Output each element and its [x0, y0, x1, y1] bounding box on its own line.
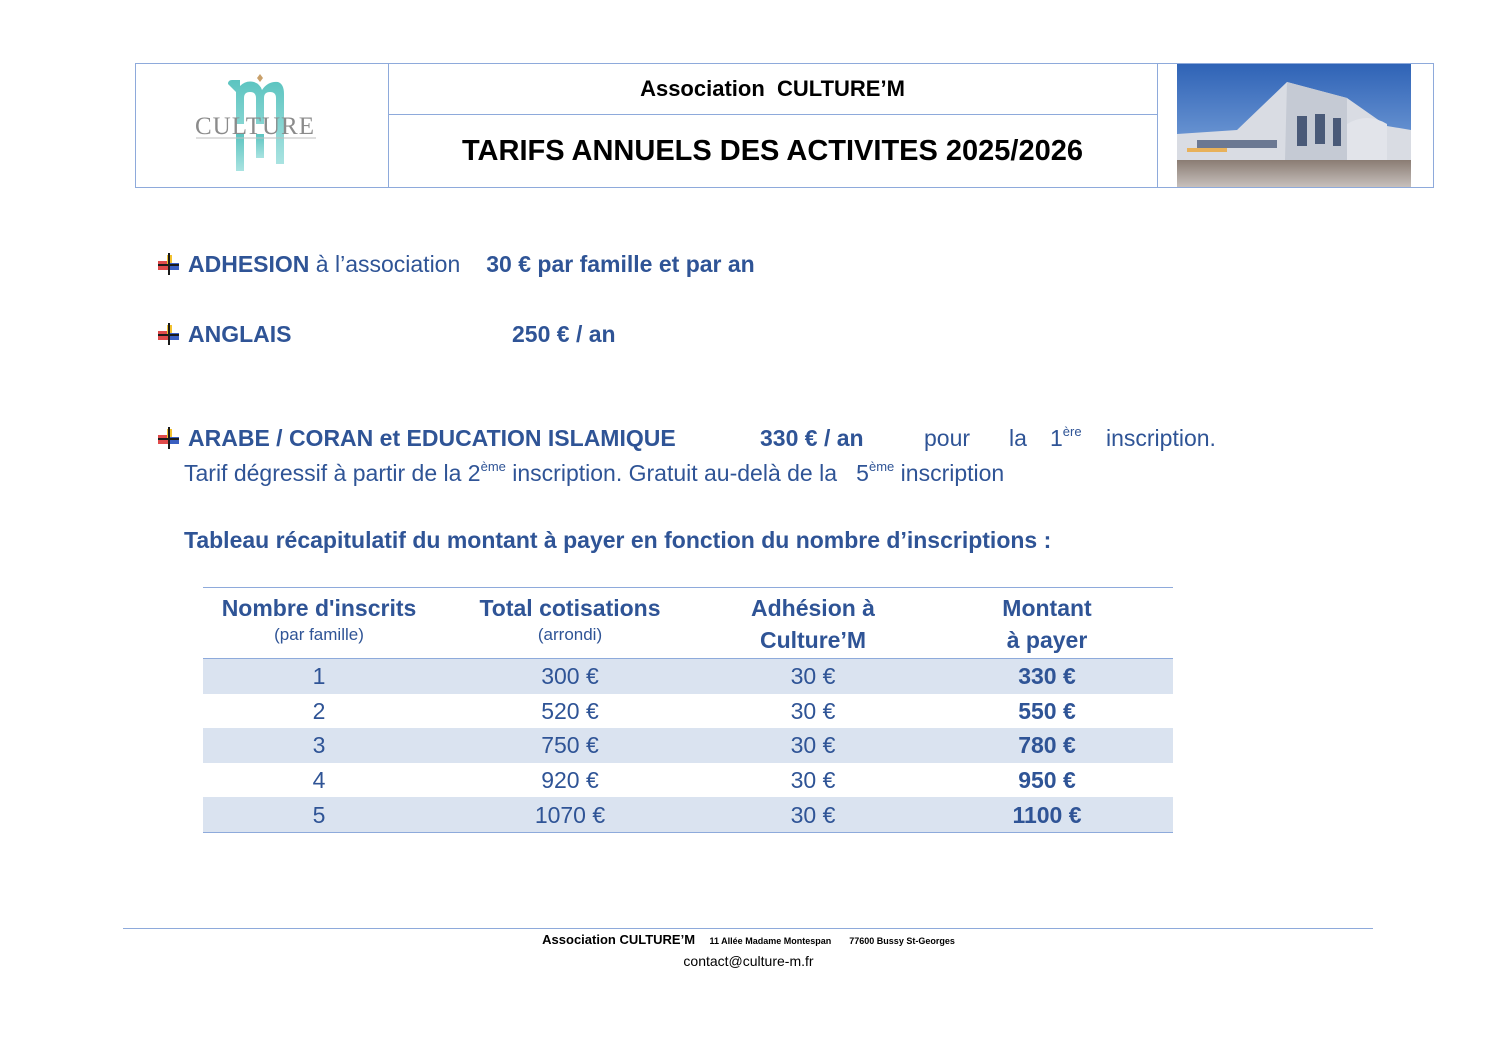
col-header-montant: Montant à payer	[1002, 595, 1092, 653]
cell-montant: 950 €	[1018, 767, 1076, 794]
footer-city: 77600 Bussy St-Georges	[849, 936, 955, 946]
price-table	[203, 587, 1173, 833]
cell-adhesion: 30 €	[705, 797, 921, 832]
arabe-la: la	[1009, 425, 1027, 451]
cell-inscrits: 4	[312, 767, 326, 794]
cell-total: 750 €	[435, 728, 705, 763]
cell-adhesion: 30 €	[790, 767, 836, 794]
cell-total: 520 €	[541, 697, 599, 724]
item-anglais	[158, 321, 292, 348]
cell-inscrits: 3	[203, 728, 435, 763]
bullet-icon	[158, 427, 180, 449]
table-header-row	[203, 588, 1173, 659]
table-row	[203, 728, 1173, 763]
cell-montant: 780 €	[921, 728, 1173, 763]
cell-inscrits: 5	[203, 797, 435, 832]
arabe-price: 330 € / an	[760, 425, 864, 451]
cell-adhesion: 30 €	[790, 697, 836, 724]
table-row	[203, 763, 1173, 798]
table-title: Tableau récapitulatif du montant à payer en fonction du nombre d’inscriptions :	[184, 527, 1052, 553]
cell-total: 1070 €	[435, 797, 705, 832]
bullet-icon	[158, 253, 180, 275]
footer-divider	[123, 928, 1373, 929]
cell-total: 920 €	[541, 767, 599, 794]
cell-montant: 1100 €	[921, 797, 1173, 832]
cell-montant: 330 €	[921, 659, 1173, 694]
table-row	[203, 694, 1173, 729]
col-header-adhesion: Adhésion à Culture’M	[751, 595, 875, 653]
document-header	[135, 63, 1434, 188]
footer-address	[0, 932, 1497, 947]
cell-total: 300 €	[435, 659, 705, 694]
adhesion-price: 30 € par famille et par an	[486, 251, 755, 277]
cell-montant: 550 €	[1018, 697, 1076, 724]
logo-cell	[136, 64, 389, 187]
arabe-first-rest: inscription.	[1106, 425, 1216, 451]
table-row	[203, 797, 1173, 832]
adhesion-name: ADHESION	[188, 251, 310, 277]
arabe-name: ARABE / CORAN et EDUCATION ISLAMIQUE	[188, 425, 676, 451]
anglais-price: 250 € / an	[512, 321, 616, 347]
adhesion-desc: à l’association	[309, 251, 461, 277]
item-adhesion	[158, 251, 755, 278]
arabe-pour: pour	[924, 425, 971, 451]
page-title: TARIFS ANNUELS DES ACTIVITES 2025/2026	[462, 134, 1083, 167]
culture-m-logo	[136, 64, 388, 187]
table-row	[203, 659, 1173, 694]
footer-email[interactable]: contact@culture-m.fr	[683, 953, 814, 969]
association-name: Association CULTURE’M	[388, 64, 1157, 115]
footer-street: 11 Allée Madame Montespan	[709, 936, 832, 946]
col-header-total: Total cotisations (arrondi)	[479, 595, 661, 644]
logo-text: CULTURE	[195, 113, 315, 140]
cell-adhesion: 30 €	[705, 659, 921, 694]
anglais-name: ANGLAIS	[188, 321, 292, 347]
item-arabe	[158, 425, 676, 452]
footer-assoc: Association CULTURE’M	[542, 932, 696, 947]
cell-adhesion: 30 €	[705, 728, 921, 763]
arabe-first: 1ère	[1050, 424, 1082, 451]
cell-inscrits: 2	[312, 697, 326, 724]
cell-inscrits: 1	[203, 659, 435, 694]
col-header-inscrits: Nombre d'inscrits (par famille)	[221, 595, 417, 644]
header-center	[388, 64, 1158, 187]
arabe-tarif-line: Tarif dégressif à partir de la 2ème inscription. Gratuit au-delà de la 5ème inscription	[184, 459, 1005, 486]
building-photo	[1177, 64, 1411, 187]
bullet-icon	[158, 323, 180, 345]
